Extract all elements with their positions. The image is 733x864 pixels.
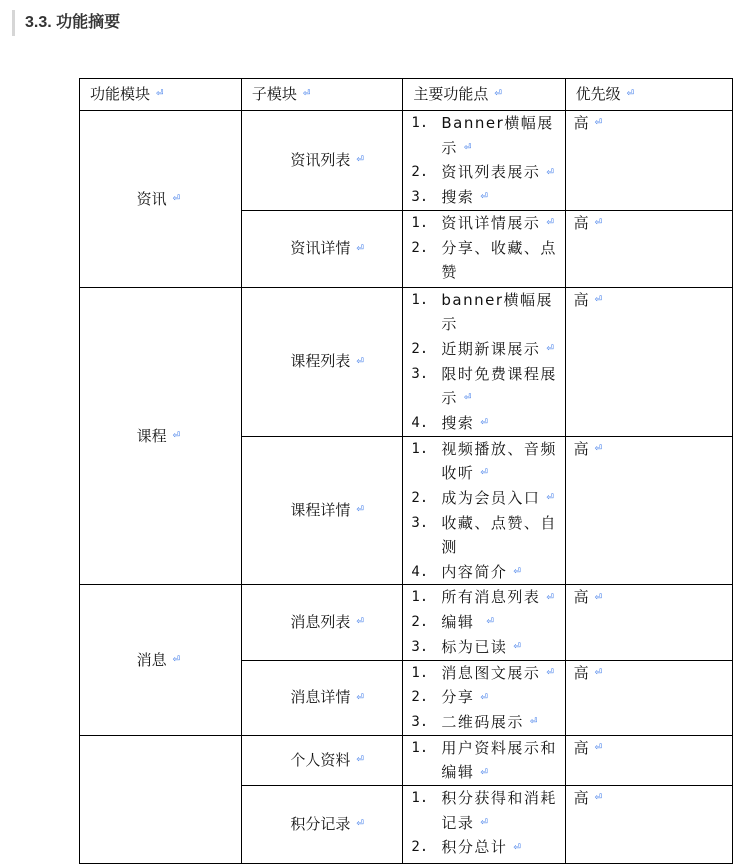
list-number: 4. xyxy=(411,414,429,431)
header-cell-module: 功能模块 ⏎ xyxy=(80,79,242,111)
function-summary-table xyxy=(79,78,733,864)
submodule-cell: 课程详情 ⏎ xyxy=(241,436,402,585)
table-row xyxy=(80,287,733,436)
priority-cell: 高 ⏎ xyxy=(565,786,732,864)
list-number: 2. xyxy=(411,239,429,256)
list-number: 1. xyxy=(411,664,429,681)
list-number: 1. xyxy=(411,589,429,606)
list-item: 1. 积分获得和消耗记录 ⏎ xyxy=(403,786,564,835)
submodule-cell: 个人资料 ⏎ xyxy=(241,735,402,785)
list-number: 4. xyxy=(411,563,429,580)
paragraph-mark-icon: ⏎ xyxy=(480,418,490,428)
paragraph-mark-icon: ⏎ xyxy=(513,566,523,577)
paragraph-mark-icon: ⏎ xyxy=(486,617,496,628)
module-cell: 资讯 ⏎ xyxy=(80,111,242,288)
paragraph-mark-icon: ⏎ xyxy=(546,667,556,678)
features-cell xyxy=(403,735,565,785)
list-number: 3. xyxy=(411,638,429,655)
priority-cell: 高 ⏎ xyxy=(565,735,732,785)
paragraph-mark-icon: ⏎ xyxy=(463,393,473,404)
features-cell xyxy=(403,111,565,211)
submodule-cell: 资讯详情 ⏎ xyxy=(241,210,402,287)
submodule-cell: 消息详情 ⏎ xyxy=(241,660,402,735)
paragraph-mark-icon: ⏎ xyxy=(594,443,603,454)
paragraph-mark-icon: ⏎ xyxy=(480,192,490,203)
module-cell xyxy=(80,735,242,863)
list-item: 1. 用户资料展示和编辑 ⏎ xyxy=(403,736,564,785)
table-header-row xyxy=(80,79,733,111)
header-cell-submodule: 子模块 ⏎ xyxy=(241,79,402,111)
list-item: 2. 资讯列表展示 ⏎ xyxy=(403,160,564,185)
table-row xyxy=(80,585,733,660)
features-cell xyxy=(403,210,565,287)
paragraph-mark-icon: ⏎ xyxy=(594,793,603,804)
list-item: 2. 成为会员入口 ⏎ xyxy=(403,486,564,511)
paragraph-mark-icon: ⏎ xyxy=(356,505,364,516)
list-number: 2. xyxy=(411,689,429,706)
paragraph-mark-icon: ⏎ xyxy=(356,155,364,166)
paragraph-mark-icon: ⏎ xyxy=(172,430,181,441)
priority-cell: 高 ⏎ xyxy=(565,287,732,436)
list-number: 2. xyxy=(411,839,429,856)
paragraph-mark-icon: ⏎ xyxy=(172,193,181,204)
list-item: 1. 资讯详情展示 ⏎ xyxy=(403,211,564,236)
features-cell xyxy=(403,436,565,585)
paragraph-mark-icon: ⏎ xyxy=(513,842,523,853)
list-item: 3. 搜索 ⏎ xyxy=(403,185,564,210)
paragraph-mark-icon: ⏎ xyxy=(480,468,490,479)
list-number: 1. xyxy=(411,790,429,806)
list-item: 2. 积分总计 ⏎ xyxy=(403,835,564,860)
list-number: 1. xyxy=(411,440,429,457)
paragraph-mark-icon: ⏎ xyxy=(546,218,556,228)
header-cell-priority: 优先级 ⏎ xyxy=(565,79,732,111)
paragraph-mark-icon: ⏎ xyxy=(594,295,603,305)
submodule-cell: 积分记录 ⏎ xyxy=(241,786,402,864)
list-number: 2. xyxy=(411,614,429,630)
list-number: 1. xyxy=(411,214,429,231)
header-cell-features: 主要功能点 ⏎ xyxy=(403,79,565,111)
list-number: 1. xyxy=(411,115,429,131)
features-cell xyxy=(403,660,565,735)
list-item: 1. 所有消息列表 ⏎ xyxy=(403,585,564,610)
features-cell xyxy=(403,585,565,660)
paragraph-mark-icon: ⏎ xyxy=(546,493,556,503)
list-number: 3. xyxy=(411,189,429,205)
list-item: 3. 标为已读 ⏎ xyxy=(403,635,564,660)
paragraph-mark-icon: ⏎ xyxy=(529,717,539,728)
list-number: 2. xyxy=(411,489,429,506)
list-number: 3. xyxy=(411,514,429,531)
paragraph-mark-icon: ⏎ xyxy=(546,592,556,603)
list-item: 2. 分享、收藏、点赞 xyxy=(403,236,564,285)
list-item: 3. 收藏、点赞、自测 xyxy=(403,511,564,560)
priority-cell: 高 ⏎ xyxy=(565,111,732,211)
list-number: 2. xyxy=(411,164,429,181)
list-item: 4. 内容简介 ⏎ xyxy=(403,560,564,585)
list-number: 3. xyxy=(411,365,429,382)
paragraph-mark-icon: ⏎ xyxy=(356,356,364,367)
list-item: 2. 编辑 ⏎ xyxy=(403,610,564,635)
submodule-cell: 课程列表 ⏎ xyxy=(241,287,402,436)
features-cell xyxy=(403,287,565,436)
paragraph-mark-icon: ⏎ xyxy=(356,617,364,628)
list-item: 4. 搜索 ⏎ xyxy=(403,411,564,436)
list-item: 3. 限时免费课程展示 ⏎ xyxy=(403,362,564,411)
submodule-cell: 消息列表 ⏎ xyxy=(241,585,402,660)
list-number: 2. xyxy=(411,340,429,357)
priority-cell: 高 ⏎ xyxy=(565,436,732,585)
priority-cell: 高 ⏎ xyxy=(565,660,732,735)
paragraph-mark-icon: ⏎ xyxy=(594,743,603,753)
list-number: 3. xyxy=(411,714,429,730)
paragraph-mark-icon: ⏎ xyxy=(594,667,603,678)
module-cell: 消息 ⏎ xyxy=(80,585,242,736)
table-row xyxy=(80,735,733,785)
paragraph-mark-icon: ⏎ xyxy=(594,218,603,228)
paragraph-mark-icon: ⏎ xyxy=(594,592,603,603)
section-heading: 3.3. 功能摘要 xyxy=(12,10,120,36)
list-item: 1. banner横幅展示 xyxy=(403,288,564,337)
paragraph-mark-icon: ⏎ xyxy=(172,654,181,665)
paragraph-mark-icon: ⏎ xyxy=(356,819,364,830)
paragraph-mark-icon: ⏎ xyxy=(302,89,311,100)
paragraph-mark-icon: ⏎ xyxy=(480,692,490,703)
list-item: 1. Banner横幅展示 ⏎ xyxy=(403,111,564,160)
paragraph-mark-icon: ⏎ xyxy=(356,755,364,766)
list-item: 1. 视频播放、音频收听 ⏎ xyxy=(403,437,564,486)
list-item: 1. 消息图文展示 ⏎ xyxy=(403,661,564,686)
list-item: 3. 二维码展示 ⏎ xyxy=(403,710,564,735)
paragraph-mark-icon: ⏎ xyxy=(546,344,556,354)
list-number: 1. xyxy=(411,291,429,308)
paragraph-mark-icon: ⏎ xyxy=(626,89,635,100)
priority-cell: 高 ⏎ xyxy=(565,210,732,287)
paragraph-mark-icon: ⏎ xyxy=(546,167,556,178)
submodule-cell: 资讯列表 ⏎ xyxy=(241,111,402,211)
paragraph-mark-icon: ⏎ xyxy=(494,89,502,100)
list-number: 1. xyxy=(411,739,429,756)
paragraph-mark-icon: ⏎ xyxy=(356,243,364,254)
module-cell: 课程 ⏎ xyxy=(80,287,242,585)
features-cell xyxy=(403,786,565,864)
paragraph-mark-icon: ⏎ xyxy=(480,817,490,828)
priority-cell: 高 ⏎ xyxy=(565,585,732,660)
paragraph-mark-icon: ⏎ xyxy=(356,692,364,703)
paragraph-mark-icon: ⏎ xyxy=(513,642,523,652)
table-row xyxy=(80,111,733,211)
paragraph-mark-icon: ⏎ xyxy=(463,142,473,153)
paragraph-mark-icon: ⏎ xyxy=(594,118,603,129)
paragraph-mark-icon: ⏎ xyxy=(156,89,164,100)
list-item: 2. 分享 ⏎ xyxy=(403,685,564,710)
list-item: 2. 近期新课展示 ⏎ xyxy=(403,337,564,362)
paragraph-mark-icon: ⏎ xyxy=(480,767,490,778)
